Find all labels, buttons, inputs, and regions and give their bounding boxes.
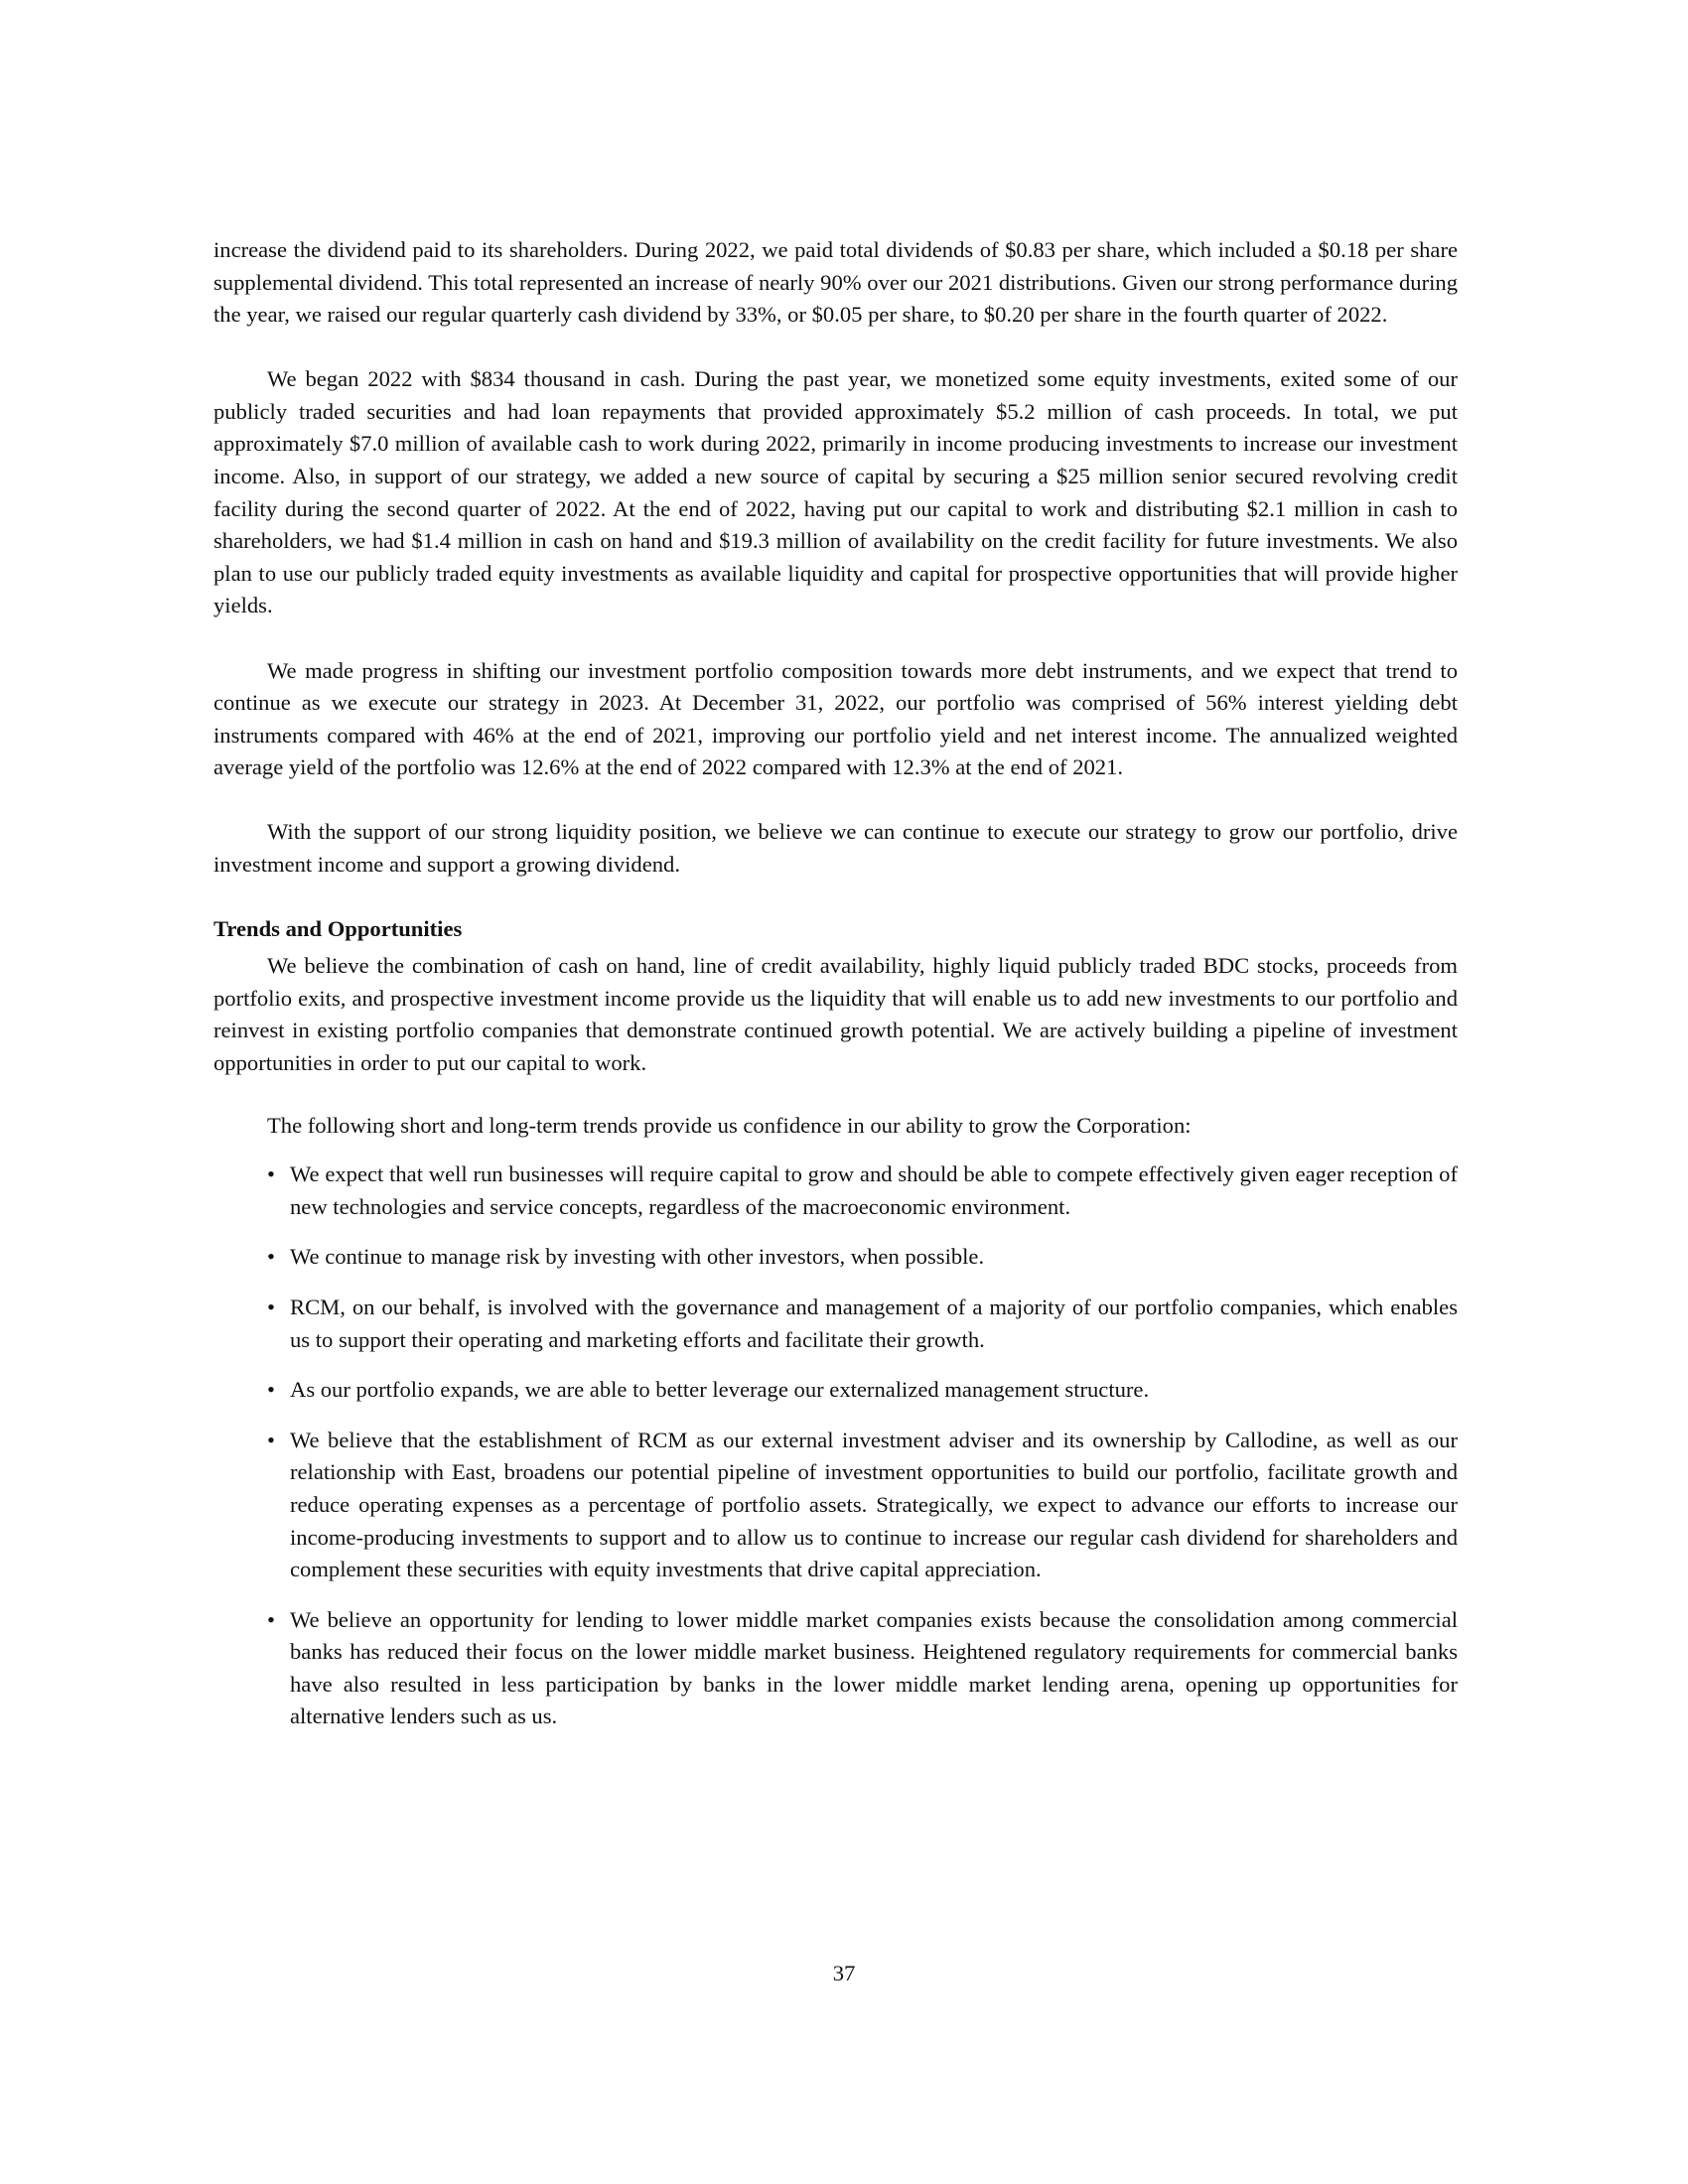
bullet-icon: • <box>267 1606 275 1632</box>
paragraph-dividends: increase the dividend paid to its shareholders. During 2022, we paid total dividends of $0.83 per share, which included a $0.18 per share supplemental dividend. This total represented an increase of nearly 90% over our 2021 distributions. Given our strong performance during the year, we raised our regular quarterly cash dividend by 33%, or $0.05 per share, to $0.20 per share in the fourth quarter of 2022. <box>213 237 1458 328</box>
list-item <box>213 1159 1458 1223</box>
list-item-text: As our portfolio expands, we are able to better leverage our externalized management structure. <box>290 1377 1150 1403</box>
list-item <box>213 1374 1458 1407</box>
bullet-icon: • <box>267 1377 275 1403</box>
list-item <box>213 1425 1458 1586</box>
page-number: 37 <box>832 1961 856 1985</box>
paragraph-liquidity: With the support of our strong liquidity position, we believe we can continue to execute our strategy to grow our portfolio, drive investment income and support a growing dividend. <box>213 819 1458 877</box>
bullet-icon: • <box>267 1161 275 1187</box>
list-item <box>213 1241 1458 1274</box>
bullet-list-lead-in: The following short and long-term trends provide us confidence in our ability to grow the Corporation: <box>267 1112 1192 1138</box>
bullet-icon: • <box>267 1294 275 1319</box>
bullet-icon: • <box>267 1427 275 1452</box>
list-item-text: We continue to manage risk by investing with other investors, when possible. <box>290 1244 985 1270</box>
bullet-icon: • <box>267 1244 275 1270</box>
paragraph-portfolio-composition: We made progress in shifting our investment portfolio composition towards more debt instruments, and we expect that trend to continue as we execute our strategy in 2023. At December 31, 2022, our portfolio was comprised of 56% interest yielding debt instruments compared with 46% at the end of 2021, improving our portfolio yield and net interest income. The annualized weighted average yield of the portfolio was 12.6% at the end of 2022 compared with 12.3% at the end of 2021. <box>213 657 1458 780</box>
list-item <box>213 1292 1458 1356</box>
trends-bullet-list <box>213 1159 1458 1733</box>
paragraph-cash-position: We began 2022 with $834 thousand in cash. During the past year, we monetized some equity investments, exited some of our publicly traded securities and had loan repayments that provided approximately $5.2 million of cash proceeds. In total, we put approximately $7.0 million of available cash to work during 2022, primarily in income producing investments to increase our investment income. Also, in support of our strategy, we added a new source of capital by securing a $25 million senior secured revolving credit facility during the second quarter of 2022. At the end of 2022, having put our capital to work and distributing $2.1 million in cash to shareholders, we had $1.4 million in cash on hand and $19.3 million of availability on the credit facility for future investments. We also plan to use our publicly traded equity investments as available liquidity and capital for prospective opportunities that will provide higher yields. <box>213 366 1458 618</box>
list-item-text: We expect that well run businesses will require capital to grow and should be able to compete effectively given eager reception of new technologies and service concepts, regardless of the macroeconomic environment. <box>290 1161 1458 1219</box>
list-item <box>213 1604 1458 1733</box>
document-page <box>213 234 1458 1733</box>
list-item-text: We believe an opportunity for lending to lower middle market companies exists because the consolidation among commercial banks has reduced their focus on the lower middle market business. Heightened regulatory requirements for commercial banks have also resulted in less participation by banks in the lower middle market lending arena, opening up opportunities for alternative lenders such as us. <box>290 1606 1458 1729</box>
paragraph-trends-intro: We believe the combination of cash on hand, line of credit availability, highly liquid publicly traded BDC stocks, proceeds from portfolio exits, and prospective investment income provide us the liquidity that will enable us to add new investments to our portfolio and reinvest in existing portfolio companies that demonstrate continued growth potential. We are actively building a pipeline of investment opportunities in order to put our capital to work. <box>213 953 1458 1075</box>
list-item-text: We believe that the establishment of RCM as our external investment adviser and its ownership by Callodine, as well as our relationship with East, broadens our potential pipeline of investment opportunities to build our portfolio, facilitate growth and reduce operating expenses as a percentage of portfolio assets. Strategically, we expect to advance our efforts to increase our income-producing investments to support and to allow us to continue to increase our regular cash dividend for shareholders and complement these securities with equity investments that drive capital appreciation. <box>290 1427 1458 1582</box>
list-item-text: RCM, on our behalf, is involved with the governance and management of a majority of our portfolio companies, which enables us to support their operating and marketing efforts and facilitate their growth. <box>290 1294 1458 1352</box>
section-heading: Trends and Opportunities <box>213 915 463 941</box>
